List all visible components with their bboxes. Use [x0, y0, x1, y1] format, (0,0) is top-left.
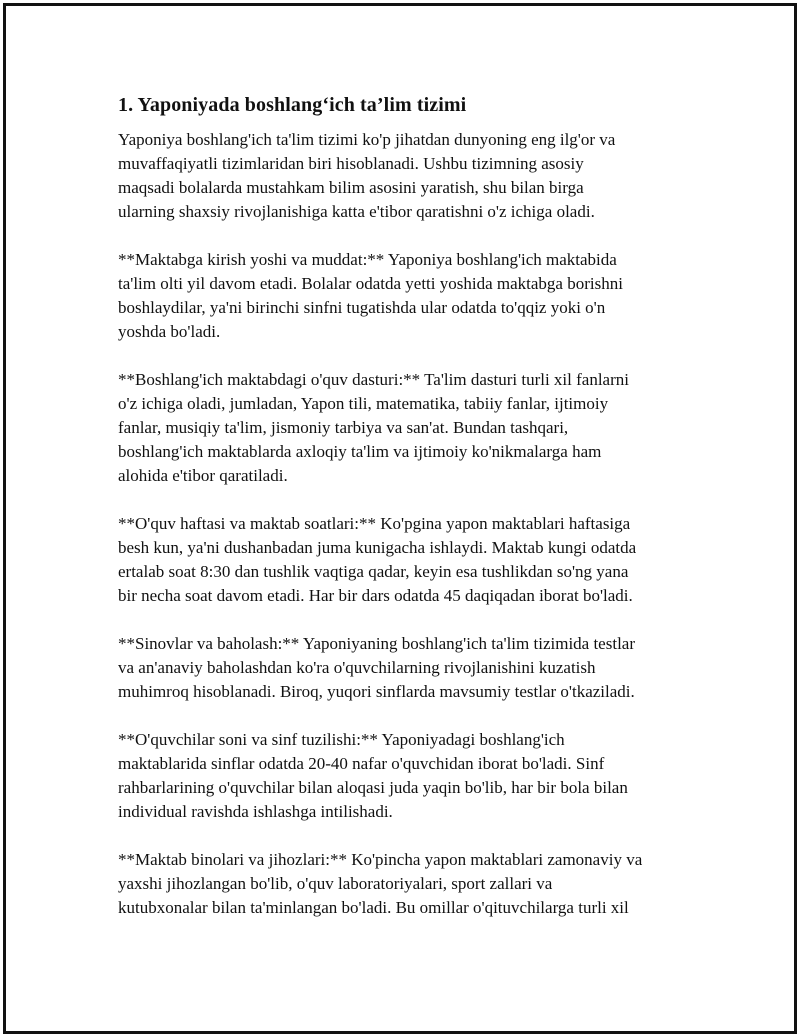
paragraph-intro: Yaponiya boshlang'ich ta'lim tizimi ko'p jihatdan dunyoning eng ilg'or va muvaffaqiyatli tizimlaridan biri hisoblanadi. Ushbu tizimning asosiy maqsadi bolalarda mustahkam bilim asosini yaratish, shu bilan birga ularning shaxsiy rivojlanishiga katta e'tibor qaratishni o'z ichiga oladi.	[118, 130, 616, 221]
document-body	[118, 92, 698, 944]
section-heading: 1. Yaponiyada boshlang‘ich ta’lim tizimi	[118, 94, 467, 116]
paragraph-curriculum: **Boshlang'ich maktabdagi o'quv dasturi:** Ta'lim dasturi turli xil fanlarni o'z ichiga oladi, jumladan, Yapon tili, matematika, tabiiy fanlar, ijtimoiy fanlar, musiqiy ta'lim, jismoniy tarbiya va san'at. Bundan tashqari, boshlang'ich maktablarda axloqiy ta'lim va ijtimoiy ko'nikmalarga ham alohida e'tibor qaratiladi.	[118, 370, 629, 485]
paragraph-class-size: **O'quvchilar soni va sinf tuzilishi:** Yaponiyadagi boshlang'ich maktablarida sinflar odatda 20-40 nafar o'quvchidan iborat bo'ladi. Sinf rahbarlarining o'quvchilar bilan aloqasi juda yaqin bo'lib, har bir bola bilan individual ravishda ishlashga intilishadi.	[118, 730, 628, 821]
paragraph-school-age: **Maktabga kirish yoshi va muddat:** Yaponiya boshlang'ich maktabida ta'lim olti yil davom etadi. Bolalar odatda yetti yoshida maktabga borishni boshlaydilar, ya'ni birinchi sinfni tugatishda ular odatda to'qqiz yoki o'n yoshda bo'ladi.	[118, 250, 623, 341]
paragraph-assessment: **Sinovlar va baholash:** Yaponiyaning boshlang'ich ta'lim tizimida testlar va an'anaviy baholashdan ko'ra o'quvchilarning rivojlanishini kuzatish muhimroq hisoblanadi. Biroq, yuqori sinflarda mavsumiy testlar o'tkaziladi.	[118, 634, 635, 701]
paragraph-facilities: **Maktab binolari va jihozlari:** Ko'pincha yapon maktablari zamonaviy va yaxshi jihozlangan bo'lib, o'quv laboratoriyalari, sport zallari va kutubxonalar bilan ta'minlangan bo'ladi. Bu omillar o'qituvchilarga turli xil	[118, 850, 643, 917]
paragraph-school-week: **O'quv haftasi va maktab soatlari:** Ko'pgina yapon maktablari haftasiga besh kun, ya'ni dushanbadan juma kunigacha ishlaydi. Maktab kungi odatda ertalab soat 8:30 dan tushlik vaqtiga qadar, keyin esa tushlikdan so'ng yana bir necha soat davom etadi. Har bir dars odatda 45 daqiqadan iborat bo'ladi.	[118, 514, 637, 605]
